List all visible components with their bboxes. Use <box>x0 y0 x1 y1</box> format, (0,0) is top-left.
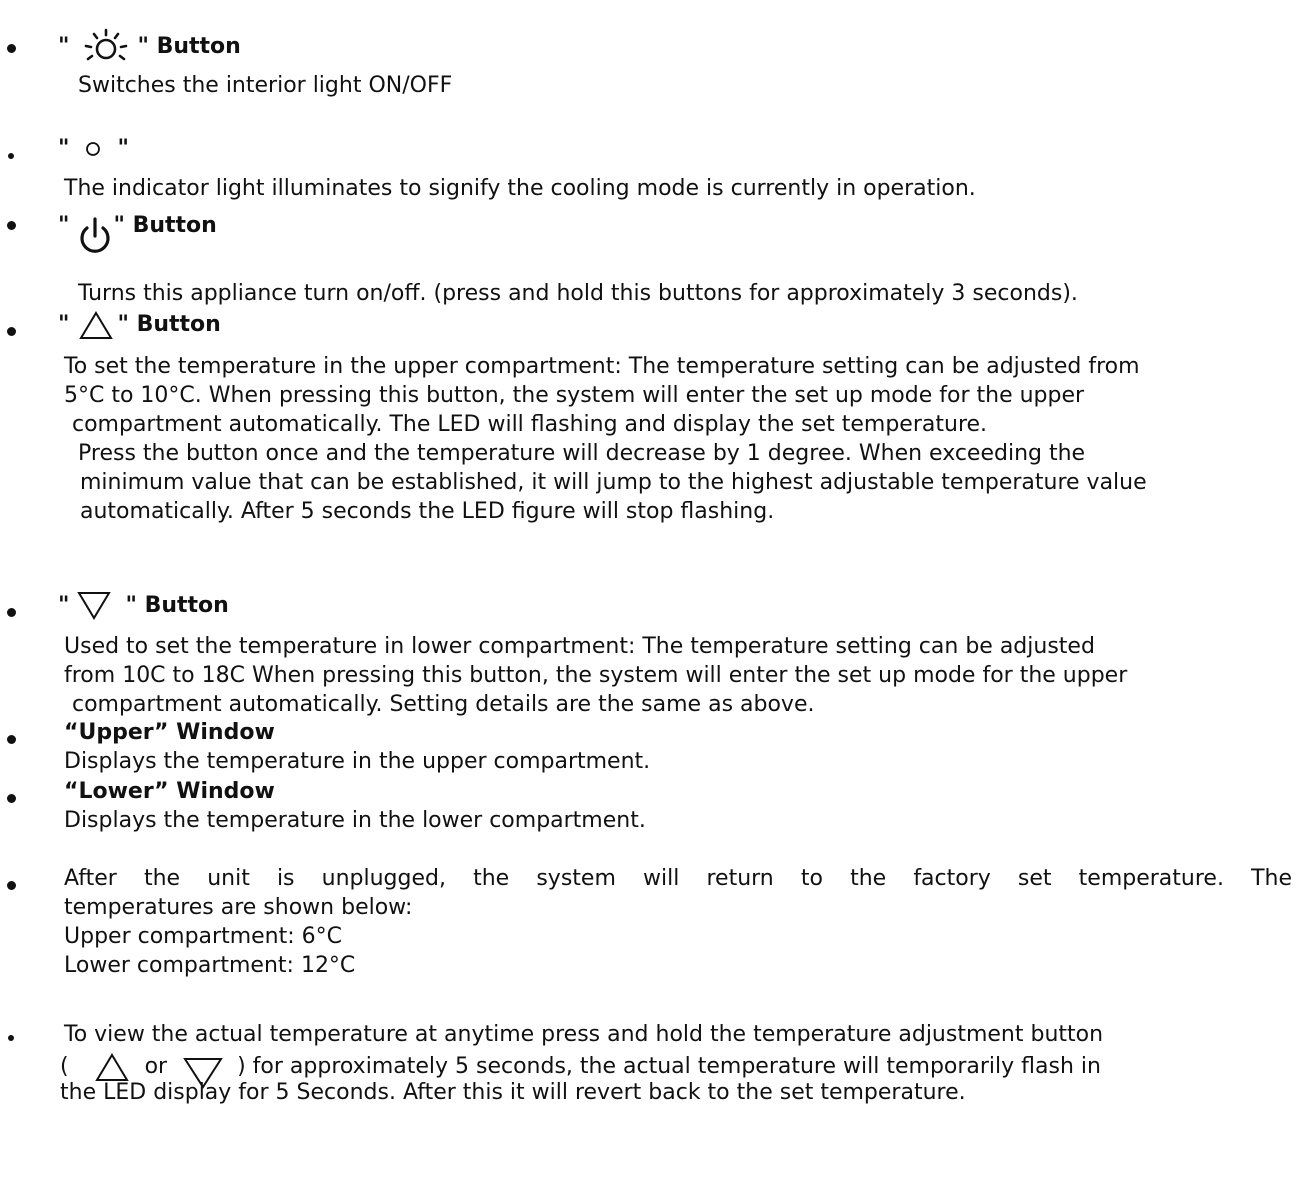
lower-window-desc: Displays the temperature in the lower compartment. <box>64 808 646 833</box>
up-desc-line-2: 5°C to 10°C. When pressing this button, the system will enter the set up mode for the upper <box>64 383 1085 408</box>
quote-open: " <box>58 592 70 618</box>
up-button-heading <box>58 310 221 340</box>
quote-open: " <box>58 33 70 59</box>
view-actual-line-2 <box>60 1051 1101 1083</box>
button-suffix: " Button <box>137 33 241 59</box>
button-suffix: " Button <box>125 592 229 618</box>
sun-icon <box>83 28 129 66</box>
indicator-heading <box>58 136 129 162</box>
circle-indicator-icon <box>85 141 101 157</box>
bullet <box>7 608 16 617</box>
power-icon <box>77 216 113 256</box>
down-desc-line-3: compartment automatically. Setting details are the same as above. <box>72 692 815 717</box>
bullet <box>7 221 16 230</box>
lower-window-heading: “Lower” Window <box>64 779 275 804</box>
quote-open: " <box>58 212 70 238</box>
indicator-desc: The indicator light illuminates to signify the cooling mode is currently in operation. <box>64 176 976 201</box>
button-suffix: " Button <box>113 212 217 238</box>
bullet <box>8 153 14 159</box>
bullet <box>7 735 16 744</box>
up-desc-line-6: automatically. After 5 seconds the LED figure will stop flashing. <box>80 499 775 524</box>
light-button-desc: Switches the interior light ON/OFF <box>78 73 453 98</box>
factory-lower: Lower compartment: 12°C <box>64 953 356 978</box>
triangle-down-icon <box>77 591 111 621</box>
button-suffix: " Button <box>117 311 221 337</box>
quote-open: " <box>58 311 70 337</box>
down-button-heading <box>58 591 229 621</box>
view-actual-line-1: To view the actual temperature at anytime press and hold the temperature adjustment button <box>64 1022 1104 1047</box>
upper-window-heading: “Upper” Window <box>64 720 275 745</box>
power-button-desc: Turns this appliance turn on/off. (press and hold this buttons for approximately 3 seconds). <box>78 281 1078 306</box>
up-desc-line-5: minimum value that can be established, it will jump to the highest adjustable temperature value <box>80 470 1147 495</box>
factory-upper: Upper compartment: 6°C <box>64 924 343 949</box>
bullet <box>7 881 16 890</box>
quote-close: " <box>117 136 129 161</box>
bullet <box>7 327 16 336</box>
open-paren: ( <box>60 1053 69 1079</box>
factory-line-2: temperatures are shown below: <box>64 895 413 920</box>
bullet <box>8 1035 14 1041</box>
triangle-up-icon <box>79 310 113 340</box>
view-actual-line-2-rest: ) for approximately 5 seconds, the actual temperature will temporarily flash in <box>237 1053 1101 1079</box>
up-desc-line-4: Press the button once and the temperature will decrease by 1 degree. When exceeding the <box>78 441 1086 466</box>
bullet <box>7 44 16 53</box>
down-desc-line-1: Used to set the temperature in lower compartment: The temperature setting can be adjusted <box>64 634 1095 659</box>
up-desc-line-3: compartment automatically. The LED will flashing and display the set temperature. <box>72 412 988 437</box>
power-button-heading <box>58 206 217 246</box>
down-desc-line-2: from 10C to 18C When pressing this button, the system will enter the set up mode for the upper <box>64 663 1128 688</box>
light-button-heading <box>58 28 241 66</box>
up-desc-line-1: To set the temperature in the upper compartment: The temperature setting can be adjusted from <box>64 354 1140 379</box>
view-actual-line-3: the LED display for 5 Seconds. After this it will revert back to the set temperature. <box>60 1080 966 1105</box>
upper-window-desc: Displays the temperature in the upper compartment. <box>64 749 651 774</box>
triangle-up-icon <box>95 1052 129 1082</box>
quote-open: " <box>58 136 70 161</box>
factory-line-1: After the unit is unplugged, the system will return to the factory set temperature. The <box>64 866 1292 891</box>
bullet <box>7 794 16 803</box>
or-text: or <box>144 1053 168 1079</box>
